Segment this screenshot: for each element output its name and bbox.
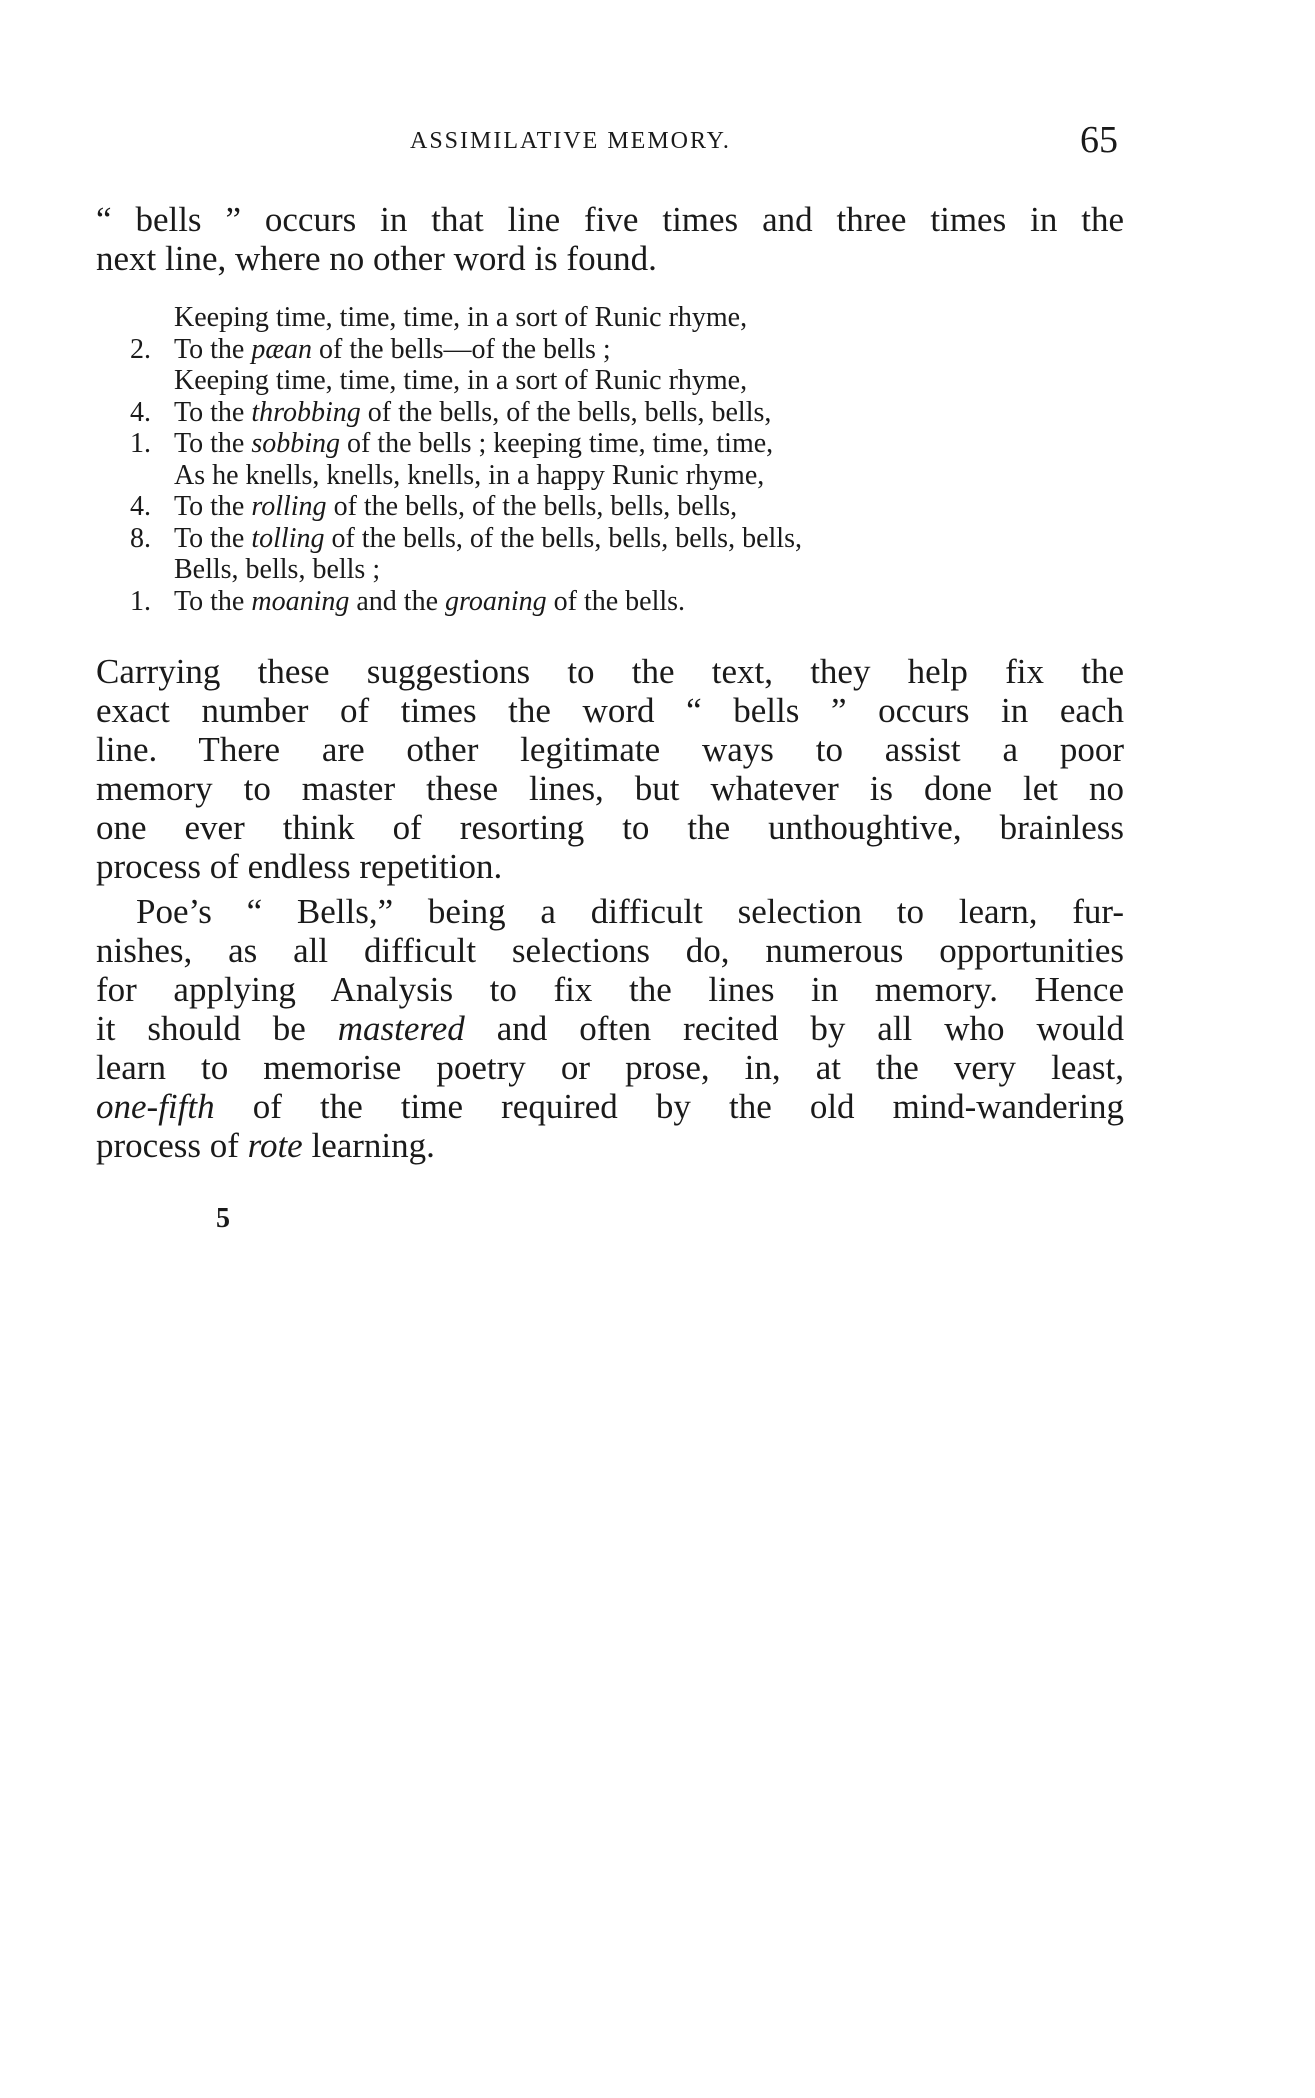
signature-mark: 5 (216, 1203, 230, 1234)
verse-text: of the bells, of the bells, bells, bells, (326, 491, 738, 522)
text-line (96, 1087, 1124, 1126)
verse-text: To the (174, 585, 252, 617)
verse-text: As he knells, knells, knells, in a happy Runic rhyme, (174, 459, 765, 491)
text-line (96, 1009, 1124, 1048)
count-number: 2. (130, 333, 151, 365)
body-paragraph (96, 652, 1124, 886)
verse-line (130, 334, 1030, 366)
verse-text: To the (174, 333, 252, 365)
verse-text: of the bells, of the bells, bells, bells, bells, (324, 522, 802, 554)
text-line: learn to memorise poetry or prose, in, at the very least, (96, 1048, 1124, 1087)
verse-text: Keeping time, time, time, in a sort of Runic rhyme, (174, 302, 748, 333)
text-line: for applying Analysis to fix the lines in memory. Hence (96, 970, 1124, 1009)
verse-line (130, 491, 1030, 523)
poem-excerpt (130, 302, 1030, 617)
verse-text: Bells, bells, bells ; (174, 554, 381, 585)
italic-word: pæan (251, 333, 313, 365)
line-text: learning. (302, 1126, 435, 1165)
text-line: memory to master these lines, but whatever is done let no (96, 769, 1124, 808)
verse-line (130, 523, 1030, 555)
text-line: next line, where no other word is found. (96, 239, 657, 278)
italic-word: throbbing (251, 396, 361, 428)
text-line: one ever think of resorting to the unthoughtive, brainless (96, 808, 1124, 847)
verse-text: Keeping time, time, time, in a sort of Runic rhyme, (174, 365, 748, 396)
italic-word: groaning (445, 585, 547, 617)
verse-text: To the (174, 428, 252, 459)
body-paragraph (96, 892, 1124, 1165)
intro-paragraph (96, 200, 1124, 278)
verse-line (130, 428, 1030, 460)
italic-word: moaning (251, 585, 350, 617)
text-line: exact number of times the word “ bells ” occurs in each (96, 691, 1124, 730)
verse-text: and the (349, 585, 445, 617)
verse-text: of the bells. (546, 585, 686, 617)
count-number: 8. (130, 522, 151, 554)
verse-text: of the bells—of the bells ; (312, 333, 611, 365)
running-head: ASSIMILATIVE MEMORY. (410, 128, 731, 154)
verse-text: To the (174, 491, 252, 522)
line-text: process of (96, 1126, 248, 1165)
count-number: 4. (130, 396, 151, 428)
verse-line (130, 302, 1030, 334)
italic-word: tolling (251, 522, 325, 554)
verse-text: To the (174, 396, 252, 428)
verse-text: To the (174, 522, 252, 554)
verse-line (130, 397, 1030, 429)
italic-word: sobbing (251, 428, 341, 459)
italic-word: one-fifth (96, 1087, 215, 1126)
text-line: “ bells ” occurs in that line five times and three times in the (96, 200, 1124, 239)
line-text: Poe’s “ Bells,” being a difficult selection to learn, fur- (136, 892, 1124, 931)
text-line: process of endless repetition. (96, 847, 503, 886)
text-line: line. There are other legitimate ways to assist a poor (96, 730, 1124, 769)
verse-line (130, 554, 1030, 586)
text-line (96, 892, 1124, 931)
verse-text: of the bells, of the bells, bells, bells, (360, 396, 772, 428)
verse-text: of the bells ; keeping time, time, time, (340, 428, 774, 459)
count-number: 1. (130, 428, 151, 459)
italic-word: rote (247, 1126, 303, 1165)
text-line (96, 1126, 1124, 1165)
count-number: 4. (130, 491, 151, 522)
italic-word: rolling (251, 491, 327, 522)
line-text: and often recited by all who would (464, 1009, 1124, 1048)
page-number: 65 (1080, 119, 1118, 161)
verse-line (130, 365, 1030, 397)
verse-line (130, 586, 1030, 618)
italic-word: mastered (337, 1009, 465, 1048)
verse-line (130, 460, 1030, 492)
line-text: it should be (96, 1009, 338, 1048)
count-number: 1. (130, 585, 151, 617)
text-line: nishes, as all difficult selections do, numerous opportunities (96, 931, 1124, 970)
text-line: Carrying these suggestions to the text, they help fix the (96, 652, 1124, 691)
line-text: of the time required by the old mind-wandering (214, 1087, 1124, 1126)
